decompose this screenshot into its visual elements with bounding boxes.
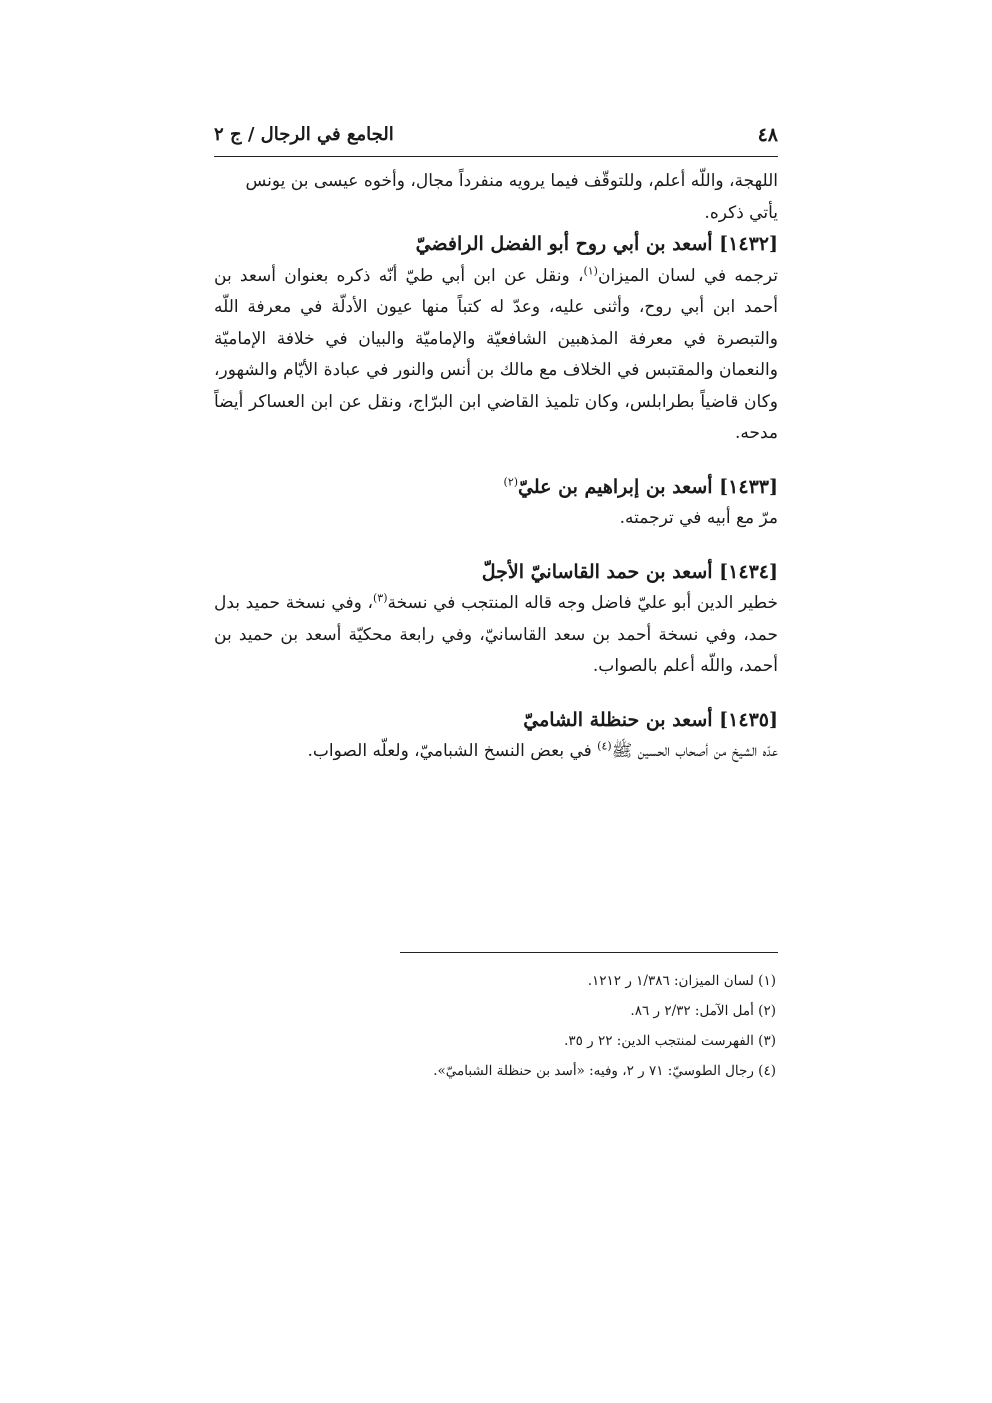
entry-1434-title xyxy=(214,557,778,589)
entry-text-after: في بعض النسخ الشباميّ، ولعلّه الصواب. xyxy=(307,741,598,761)
entry-text-before: ترجمه في لسان الميزان xyxy=(597,265,778,286)
running-title: الجامع في الرجال / ج ٢ xyxy=(214,124,394,145)
entry-1433-text: مرّ مع أبيه في ترجمته. xyxy=(619,508,778,528)
footnote-1: (١) لسان الميزان: ١/٣٨٦ ر ١٢١٢. xyxy=(587,973,776,989)
footnote-divider xyxy=(400,952,778,953)
footnote-4: (٤) رجال الطوسيّ: ٧١ ر ٢، وفيه: «أسد بن حنظلة الشباميّ». xyxy=(433,1063,776,1079)
entry-1433-title xyxy=(214,472,778,504)
intro-line-2: يأتي ذكره. xyxy=(704,202,778,223)
footnote-ref[interactable]: (١) xyxy=(583,263,598,277)
entry-1434-text xyxy=(214,588,778,683)
entry-text-before: عدّه الشيخ من أصحاب الحسين ﷺ xyxy=(611,741,778,761)
entry-1435-title xyxy=(214,705,778,737)
entry-name: أسعد بن حمد القاسانيّ الأجلّ xyxy=(481,560,713,583)
entry-name: أسعد بن إبراهيم بن عليّ xyxy=(518,475,713,498)
page-header xyxy=(214,124,778,157)
entry-number: [١٤٣٥] xyxy=(719,708,778,731)
entry-number: [١٤٣٣] xyxy=(719,475,778,498)
entry-text-before: خطير الدين أبو عليّ فاضل وجه قاله المنتجب في نسخة xyxy=(387,593,778,613)
page-number: ٤٨ xyxy=(757,124,778,146)
entry-text-after: ، وفي نسخة حميد بدل حمد، وفي نسخة أحمد بن سعد القاسانيّ، وفي رابعة محكيّة أسعد بن حميد بن أحمد، واللّه أعلم بالصواب. xyxy=(214,593,778,676)
footnotes xyxy=(214,966,778,1086)
entry-1432-text xyxy=(214,261,778,450)
entry-number: [١٤٣٤] xyxy=(719,560,778,583)
footnote-ref[interactable]: (٢) xyxy=(503,475,519,489)
entry-name: أسعد بن حنظلة الشاميّ xyxy=(523,708,713,731)
entry-1435-text xyxy=(214,736,778,768)
intro-line-1: اللهجة، واللّه أعلم، وللتوقّف فيما يرويه منفرداً مجال، وأخوه عيسى بن يونس xyxy=(245,171,778,191)
entry-name: أسعد بن أبي روح أبو الفضل الرافضيّ xyxy=(415,233,713,255)
entry-text-after: ، ونقل عن ابن أبي طيّ أنّه ذكره بعنوان أسعد بن أحمد ابن أبي روح، وأثنى عليه، وعدّ له كتباً منها عيون الأدلّة في معرفة اللّه والتبصرة في معرفة المذهبين الشافعيّة والإماميّة والبيان في خلافة الإماميّة والنعمان والمقتبس في الخلاف مع مالك بن أنس والنور في عبادة الأيّام والشهور، وكان قاضياً بطرابلس، وكان تلميذ القاضي ابن البرّاج، ونقل عن ابن العساكر أيضاً مدحه. xyxy=(214,265,778,443)
main-text xyxy=(214,166,778,768)
footnote-ref[interactable]: (٣) xyxy=(372,591,388,605)
entry-1432-title xyxy=(214,229,778,261)
entry-number: [١٤٣٢] xyxy=(719,233,778,255)
footnote-ref[interactable]: (٤) xyxy=(597,739,612,753)
footnote-3: (٣) الفهرست لمنتجب الدين: ٢٢ ر ٣٥. xyxy=(564,1033,776,1049)
footnote-2: (٢) أمل الآمل: ٢/٣٢ ر ٨٦. xyxy=(630,1003,776,1019)
